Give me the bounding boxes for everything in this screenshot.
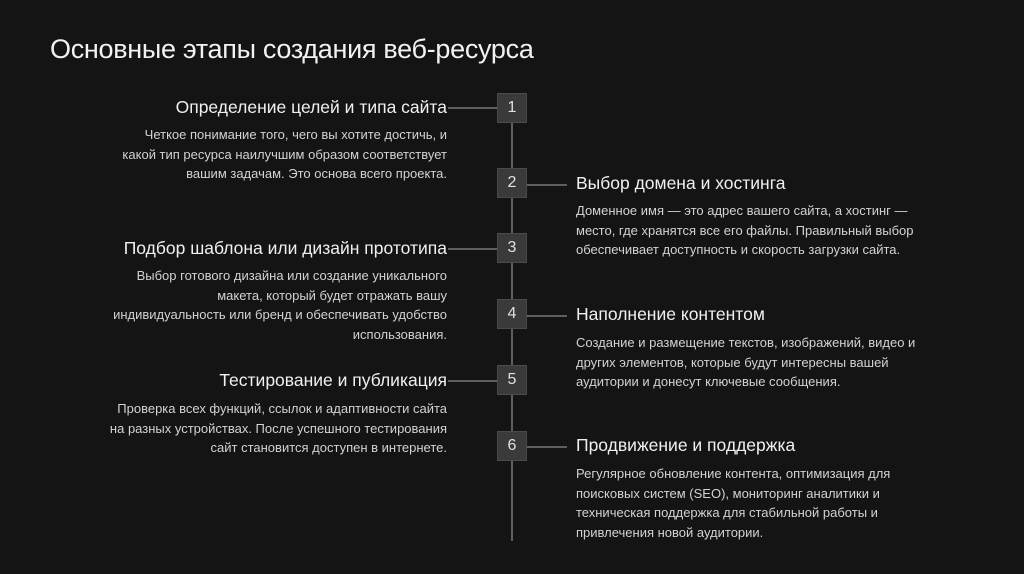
step-description-3 bbox=[113, 266, 447, 344]
step-number-box-4 bbox=[497, 299, 527, 329]
step-description-2-line: обеспечивает доступность и скорость загрузки сайта. bbox=[576, 242, 901, 257]
step-number-box-2 bbox=[497, 168, 527, 198]
step-description-6 bbox=[576, 464, 890, 542]
step-number-box-1 bbox=[497, 93, 527, 123]
step-description-5-line: Проверка всех функций, ссылок и адаптивности сайта bbox=[117, 401, 447, 416]
step-description-3-line: индивидуальность или бренд и обеспечивать удобство bbox=[113, 307, 447, 322]
step-description-1 bbox=[122, 125, 447, 184]
timeline-connector-3 bbox=[448, 248, 498, 250]
step-number-1: 1 bbox=[507, 99, 517, 116]
step-title-2: Выбор домена и хостинга bbox=[576, 173, 786, 193]
step-title-4: Наполнение контентом bbox=[576, 304, 765, 324]
step-description-2-line: Доменное имя — это адрес вашего сайта, а хостинг — bbox=[576, 203, 908, 218]
step-description-4-line: других элементов, которые будут интересны вашей bbox=[576, 354, 889, 370]
step-description-5-line: на разных устройствах. После успешного тестирования bbox=[109, 420, 447, 436]
step-description-6-line: техническая поддержка для стабильной работы и bbox=[576, 505, 878, 520]
step-description-5 bbox=[110, 399, 447, 458]
step-description-6-line: Регулярное обновление контента, оптимизация для bbox=[576, 466, 891, 481]
step-number-3: 3 bbox=[507, 239, 517, 256]
step-number-box-6 bbox=[497, 431, 527, 461]
step-description-3-line: макета, который будет отражать вашу bbox=[217, 287, 447, 303]
step-description-5-line: сайт становится доступен в интернете. bbox=[210, 440, 447, 455]
step-description-1-line: вашим задачам. Это основа всего проекта. bbox=[186, 166, 447, 181]
step-description-4-line: Создание и размещение текстов, изображений, видео и bbox=[576, 335, 916, 350]
slide-title: Основные этапы создания веб-ресурса bbox=[50, 34, 534, 64]
step-number-2: 2 bbox=[507, 174, 517, 191]
step-description-2 bbox=[576, 201, 914, 260]
step-description-3-line: Выбор готового дизайна или создание уникального bbox=[136, 268, 447, 283]
step-description-6-line: поисковых систем (SEO), мониторинг аналитики и bbox=[576, 485, 880, 501]
step-number-box-3 bbox=[497, 233, 527, 263]
timeline-connector-4 bbox=[527, 315, 567, 317]
timeline-connector-1 bbox=[448, 107, 498, 109]
step-title-5: Тестирование и публикация bbox=[219, 370, 447, 390]
step-title-6: Продвижение и поддержка bbox=[576, 435, 796, 455]
step-number-box-5 bbox=[497, 365, 527, 395]
step-description-1-line: Четкое понимание того, чего вы хотите достичь, и bbox=[144, 127, 447, 142]
step-description-2-line: место, где хранятся все его файлы. Правильный выбор bbox=[576, 222, 914, 238]
step-number-4: 4 bbox=[507, 305, 517, 322]
step-title-3: Подбор шаблона или дизайн прототипа bbox=[123, 238, 447, 258]
step-title-1: Определение целей и типа сайта bbox=[175, 97, 447, 117]
step-description-6-line: привлечения новой аудитории. bbox=[576, 524, 764, 540]
timeline-connector-6 bbox=[527, 446, 567, 448]
step-description-4 bbox=[576, 333, 915, 392]
step-description-3-line: использования. bbox=[352, 326, 447, 342]
step-description-4-line: аудитории и донесут ключевые сообщения. bbox=[576, 374, 841, 389]
timeline-connector-2 bbox=[527, 184, 567, 186]
step-description-1-line: какой тип ресурса наилучшим образом соответствует bbox=[122, 146, 447, 162]
timeline-connector-5 bbox=[448, 380, 498, 382]
step-number-5: 5 bbox=[507, 371, 517, 388]
step-number-6: 6 bbox=[507, 437, 517, 454]
